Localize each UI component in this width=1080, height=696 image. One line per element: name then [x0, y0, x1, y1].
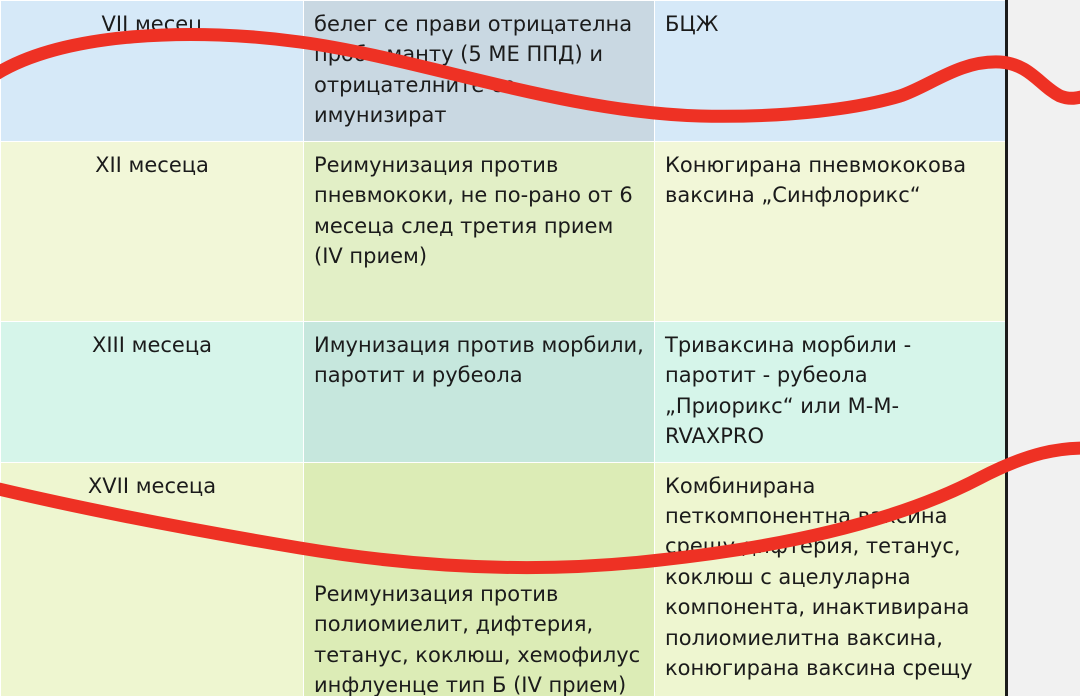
row-age-text: XII месеца: [95, 152, 209, 177]
row-age-text: VII месец: [101, 12, 203, 36]
row-age-cell: [1, 321, 304, 462]
schedule-table-body: [1, 1, 1006, 696]
row-vaccine-cell: [655, 462, 1006, 696]
row-description-cell: [304, 1, 655, 142]
row-vaccine-text: Триваксина морбили - паротит - рубеола „Приорикс“ или M-M-RVAXPRO: [665, 332, 912, 449]
row-description-cell: [304, 462, 655, 696]
row-description-text: Имунизация против морбили, паротит и рубеола: [314, 332, 644, 388]
row-vaccine-cell: [655, 321, 1006, 462]
page-right-gutter: [1005, 0, 1080, 696]
row-vaccine-text: Комбинирана петкомпонентна ваксина срещу дифтерия, тетанус, коклюш с ацелуларна компонента, инактивирана полиомиелитна ваксина, конюгирана ваксина срещу: [665, 473, 973, 681]
row-age-cell: [1, 1, 304, 142]
row-vaccine-text: БЦЖ: [665, 12, 719, 36]
row-vaccine-cell: [655, 1, 1006, 142]
row-description-text: Реимунизация против полиомиелит, дифтерия, тетанус, коклюш, хемофилус инфлуенце тип Б (IV прием): [314, 581, 641, 696]
row-age-text: XIII месеца: [91, 332, 213, 357]
row-vaccine-cell: [655, 141, 1006, 321]
row-age-cell: [1, 462, 304, 696]
row-description-cell: [304, 321, 655, 462]
row-description-text: белег се прави отрицателна проба манту (5 МЕ ППД) и отрицателните се имунизират: [314, 12, 633, 128]
table-row: [1, 462, 1006, 696]
table-row: [1, 141, 1006, 321]
row-vaccine-text: Конюгирана пневмококова ваксина „Синфлорикс“: [665, 152, 967, 208]
row-description-cell: [304, 141, 655, 321]
row-description-text: Реимунизация против пневмококи, не по-рано от 6 месеца след третия прием (IV прием): [314, 152, 633, 269]
table-row: [1, 1, 1006, 142]
table-row: [1, 321, 1006, 462]
row-age-cell: [1, 141, 304, 321]
row-age-text: XVII месеца: [87, 473, 217, 498]
